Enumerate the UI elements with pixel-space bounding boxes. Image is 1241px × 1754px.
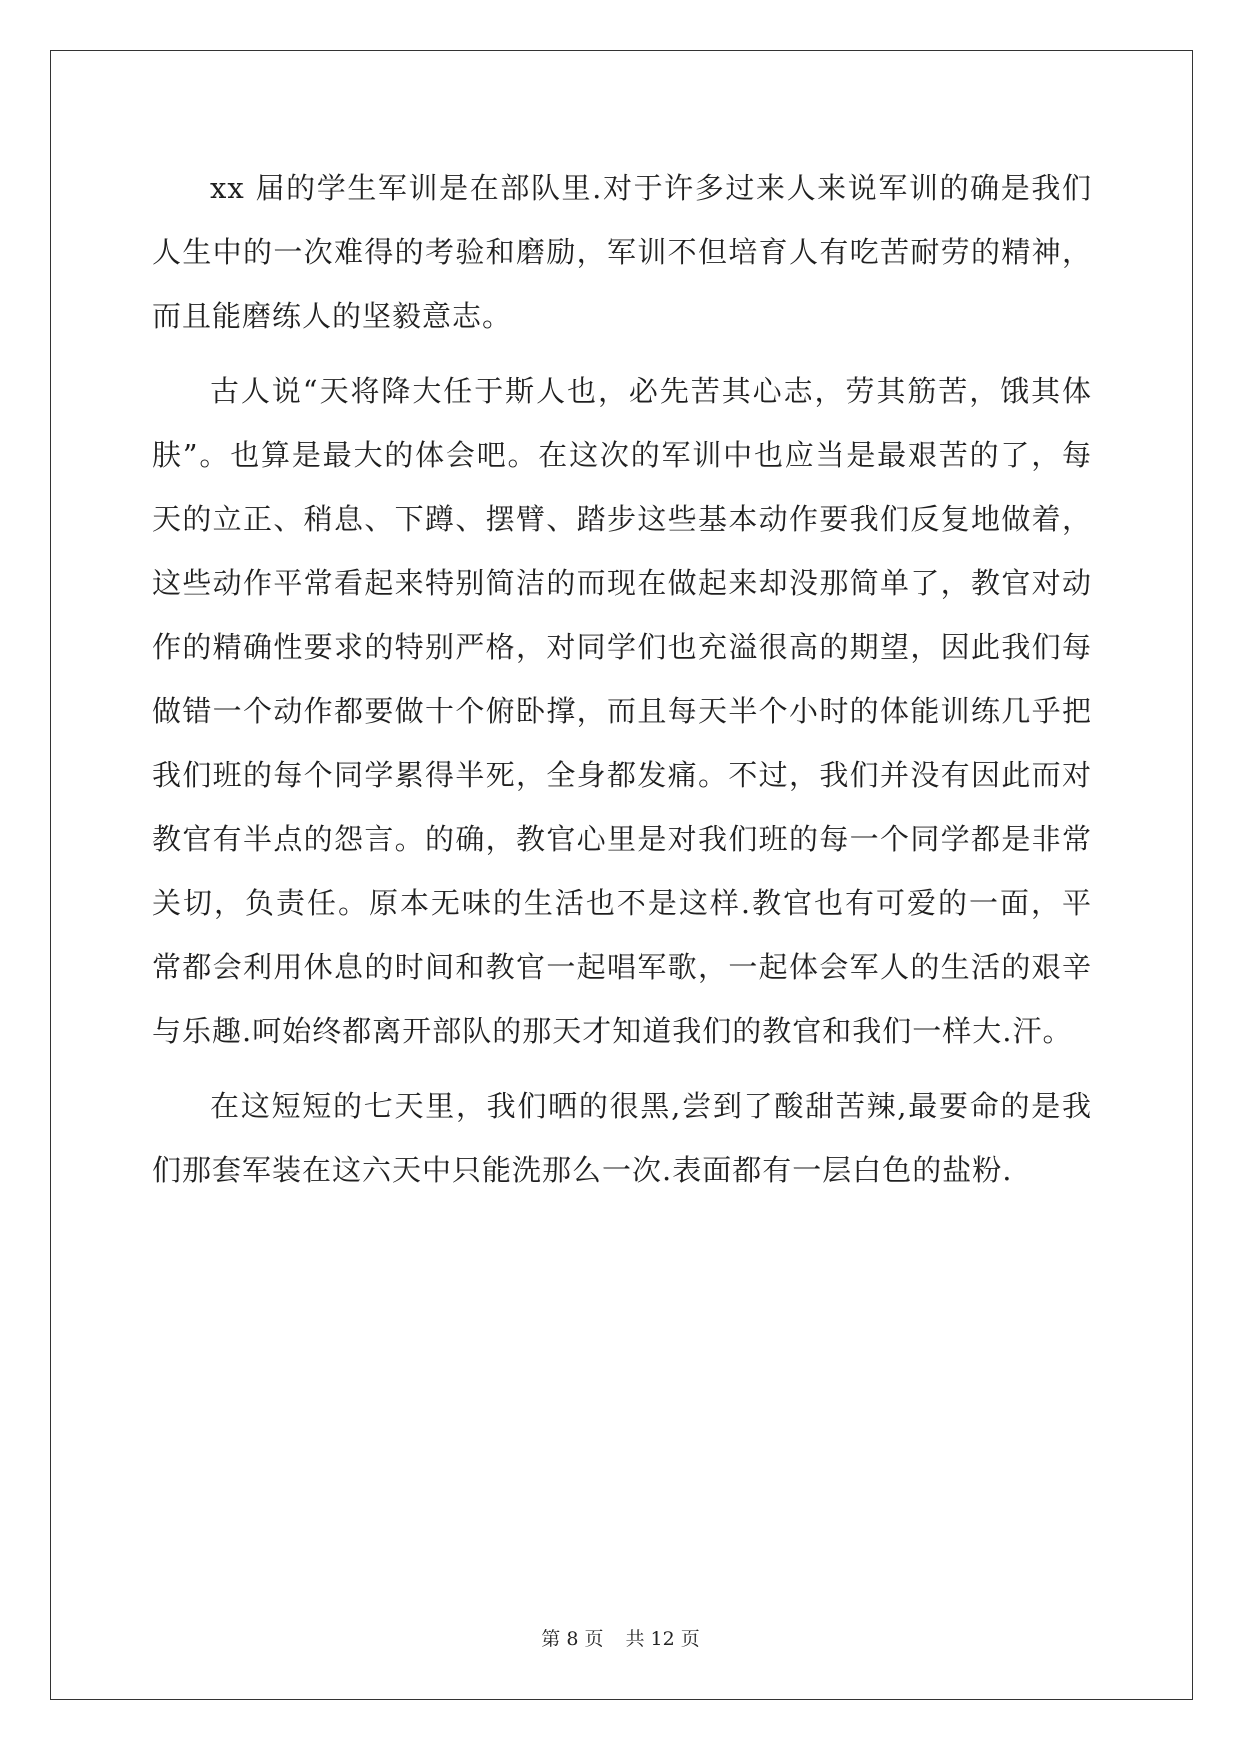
paragraph-2: 古人说“天将降大任于斯人也，必先苦其心志，劳其筋苦，饿其体肤”。也算是最大的体会吧。在这次的军训中也应当是最艰苦的了，每天的立正、稍息、下蹲、摆臂、踏步这些基本动作要我们反复地做着，这些动作平常看起来特别简洁的而现在做起来却没那简单了，教官对动作的精确性要求的特别严格，对同学们也充溢很高的期望，因此我们每做错一个动作都要做十个俯卧撑，而且每天半个小时的体能训练几乎把我们班的每个同学累得半死，全身都发痛。不过，我们并没有因此而对教官有半点的怨言。的确，教官心里是对我们班的每一个同学都是非常关切，负责任。原本无味的生活也不是这样.教官也有可爱的一面，平常都会利用休息的时间和教官一起唱军歌，一起体会军人的生活的艰辛与乐趣.呵始终都离开部队的那天才知道我们的教官和我们一样大.汗。 [152, 374, 1092, 1048]
page-footer [0, 1624, 1241, 1651]
page-total: 共 12 页 [625, 1628, 700, 1650]
page-number: 第 8 页 [541, 1628, 604, 1650]
paragraph-3: 在这短短的七天里，我们晒的很黑,尝到了酸甜苦辣,最要命的是我们那套军装在这六天中只能洗那么一次.表面都有一层白色的盐粉. [152, 1089, 1092, 1187]
paragraph-1: xx 届的学生军训是在部队里.对于许多过来人来说军训的确是我们人生中的一次难得的考验和磨励，军训不但培育人有吃苦耐劳的精神，而且能磨练人的坚毅意志。 [152, 171, 1092, 333]
document-body [152, 156, 1092, 1213]
